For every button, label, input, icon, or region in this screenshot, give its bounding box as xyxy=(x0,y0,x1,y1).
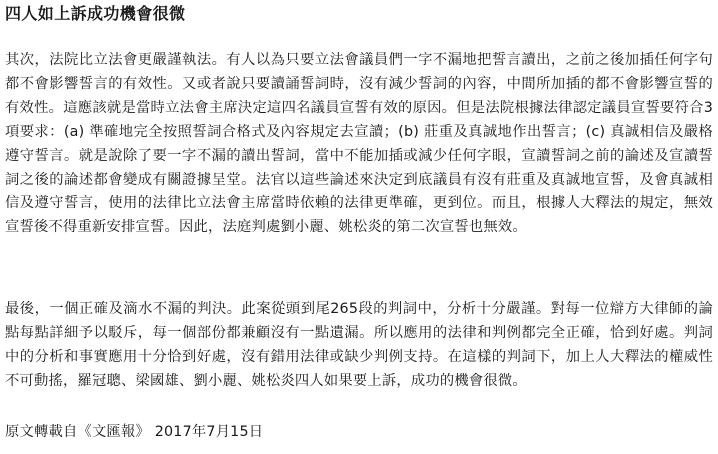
source-line: 原文轉載自《文匯報》 2017年7月15日 xyxy=(5,424,264,440)
paragraph-1: 其次，法院比立法會更嚴謹執法。有人以為只要立法會議員們一字不漏地把誓言讀出，之前之後加插任何字句都不會影響誓言的有效性。又或者說只要讀誦誓詞時，沒有減少誓詞的內容，中間所加插的都不會影響宣誓的有效性。這應該就是當時立法會主席決定這四名議員宣誓有效的原因。但是法院根據法律認定議員宣誓要符合3項要求：(a) 準確地完全按照誓詞合格式及內容規定去宣讀；(b) 莊重及真誠地作出誓言；(c) 真誠相信及嚴格遵守誓言。就是說除了要一字不漏的讀出誓詞，當中不能加插或減少任何字眼，宣讀誓詞之前的論述及宣讀誓詞之後的論述都會變成有關證據呈堂。法官以這些論述來決定到底議員有沒有莊重及真誠地宣誓，及會真誠相信及遵守誓言，使用的法律比立法會主席當時依賴的法律更準確，更到位。而且，根據人大釋法的規定，無效宣誓後不得重新安排宣誓。因此，法庭判處劉小麗、姚松炎的第二次宣誓也無效。 xyxy=(5,52,713,236)
article-title: 四人如上訴成功機會很微 xyxy=(5,4,186,23)
paragraph-2: 最後，一個正確及滴水不漏的判決。此案從頭到尾265段的判詞中，分析十分嚴謹。對每一位辯方大律師的論點每點詳細予以駁斥，每一個部份都兼顧沒有一點遺漏。所以應用的法律和判例都完全正確，恰到好處。判詞中的分析和事實應用十分恰到好處，沒有錯用法律或缺少判例支持。在這樣的判詞下，加上人大釋法的權威性不可動搖，羅冠聰、梁國雄、劉小麗、姚松炎四人如果要上訴，成功的機會很微。 xyxy=(5,301,713,389)
